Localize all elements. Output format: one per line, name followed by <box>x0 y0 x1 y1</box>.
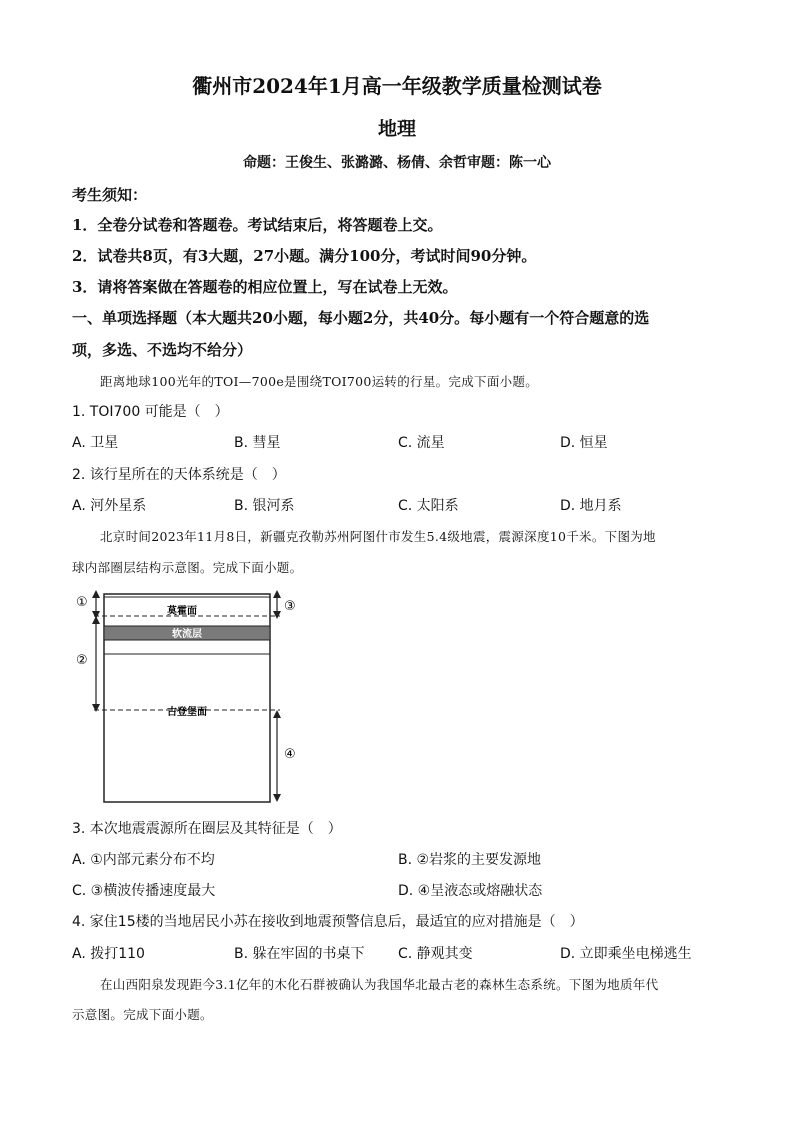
question-2-stem: 2. 该行星所在的天体系统是（ ） <box>72 467 286 483</box>
q1-option-b[interactable]: B. 彗星 <box>234 435 281 451</box>
q4-option-b[interactable]: B. 躲在牢固的书桌下 <box>234 946 365 962</box>
question-3-stem: 3. 本次地震震源所在圈层及其特征是（ ） <box>72 821 342 837</box>
passage-1: 距离地球100光年的TOI—700e是围绕TOI700运转的行星。完成下面小题。 <box>100 374 539 389</box>
notice-heading: 考生须知： <box>72 186 148 204</box>
q4-option-c[interactable]: C. 静观其变 <box>398 946 473 962</box>
diagram-frame <box>104 594 270 802</box>
q3-option-a[interactable]: A. ①内部元素分布不均 <box>72 852 215 868</box>
moho-label: 莫霍面 <box>167 606 197 617</box>
earth-interior-diagram <box>72 588 312 810</box>
passage-2-line1: 北京时间2023年11月8日，新疆克孜勒苏州阿图什市发生5.4级地震，震源深度10千米。下图为地 <box>100 529 656 544</box>
q1-option-d[interactable]: D. 恒星 <box>560 435 608 451</box>
q2-option-d[interactable]: D. 地月系 <box>560 498 622 514</box>
q4-option-d[interactable]: D. 立即乘坐电梯逃生 <box>560 946 692 962</box>
exam-title: 衢州市2024年1月高一年级教学质量检测试卷 <box>192 74 602 98</box>
gutenberg-label: 古登堡面 <box>167 707 207 718</box>
q1-option-c[interactable]: C. 流星 <box>398 435 445 451</box>
marker-4: ④ <box>284 747 296 762</box>
subject-title: 地理 <box>377 118 416 140</box>
q2-option-a[interactable]: A. 河外星系 <box>72 498 147 514</box>
passage-3-line2: 示意图。完成下面小题。 <box>72 1007 213 1022</box>
notice-item: 1．全卷分试卷和答题卷。考试结束后，将答题卷上交。 <box>72 216 443 234</box>
q3-option-b[interactable]: B. ②岩浆的主要发源地 <box>398 852 542 868</box>
section-heading: 一、单项选择题（本大题共20小题，每小题2分，共40分。每小题有一个符合题意的选 <box>72 309 650 327</box>
q4-option-a[interactable]: A. 拨打110 <box>72 946 145 962</box>
marker-1: ① <box>76 595 88 610</box>
q3-option-d[interactable]: D. ④呈液态或熔融状态 <box>398 883 543 899</box>
authors-line: 命题：王俊生、张潞潞、杨倩、余哲审题：陈一心 <box>243 155 551 171</box>
marker-2: ② <box>76 653 88 668</box>
marker-3: ③ <box>284 599 296 614</box>
passage-3-line1: 在山西阳泉发现距今3.1亿年的木化石群被确认为我国华北最古老的森林生态系统。下图为地质年代 <box>100 977 659 992</box>
asthenosphere-label: 软流层 <box>172 629 202 640</box>
q2-option-c[interactable]: C. 太阳系 <box>398 498 459 514</box>
q3-option-c[interactable]: C. ③横波传播速度最大 <box>72 883 216 899</box>
notice-item: 2．试卷共8页，有3大题，27小题。满分100分，考试时间90分钟。 <box>72 247 537 265</box>
q1-option-a[interactable]: A. 卫星 <box>72 435 119 451</box>
section-heading-cont: 项，多选、不选均不给分） <box>72 341 253 359</box>
notice-item: 3．请将答案做在答题卷的相应位置上，写在试卷上无效。 <box>72 278 458 296</box>
question-1-stem: 1. TOI700 可能是（ ） <box>72 404 229 420</box>
question-4-stem: 4. 家住15楼的当地居民小苏在接收到地震预警信息后，最适宜的应对措施是（ ） <box>72 914 584 930</box>
passage-2-line2: 球内部圈层结构示意图。完成下面小题。 <box>72 560 303 575</box>
q2-option-b[interactable]: B. 银河系 <box>234 498 295 514</box>
